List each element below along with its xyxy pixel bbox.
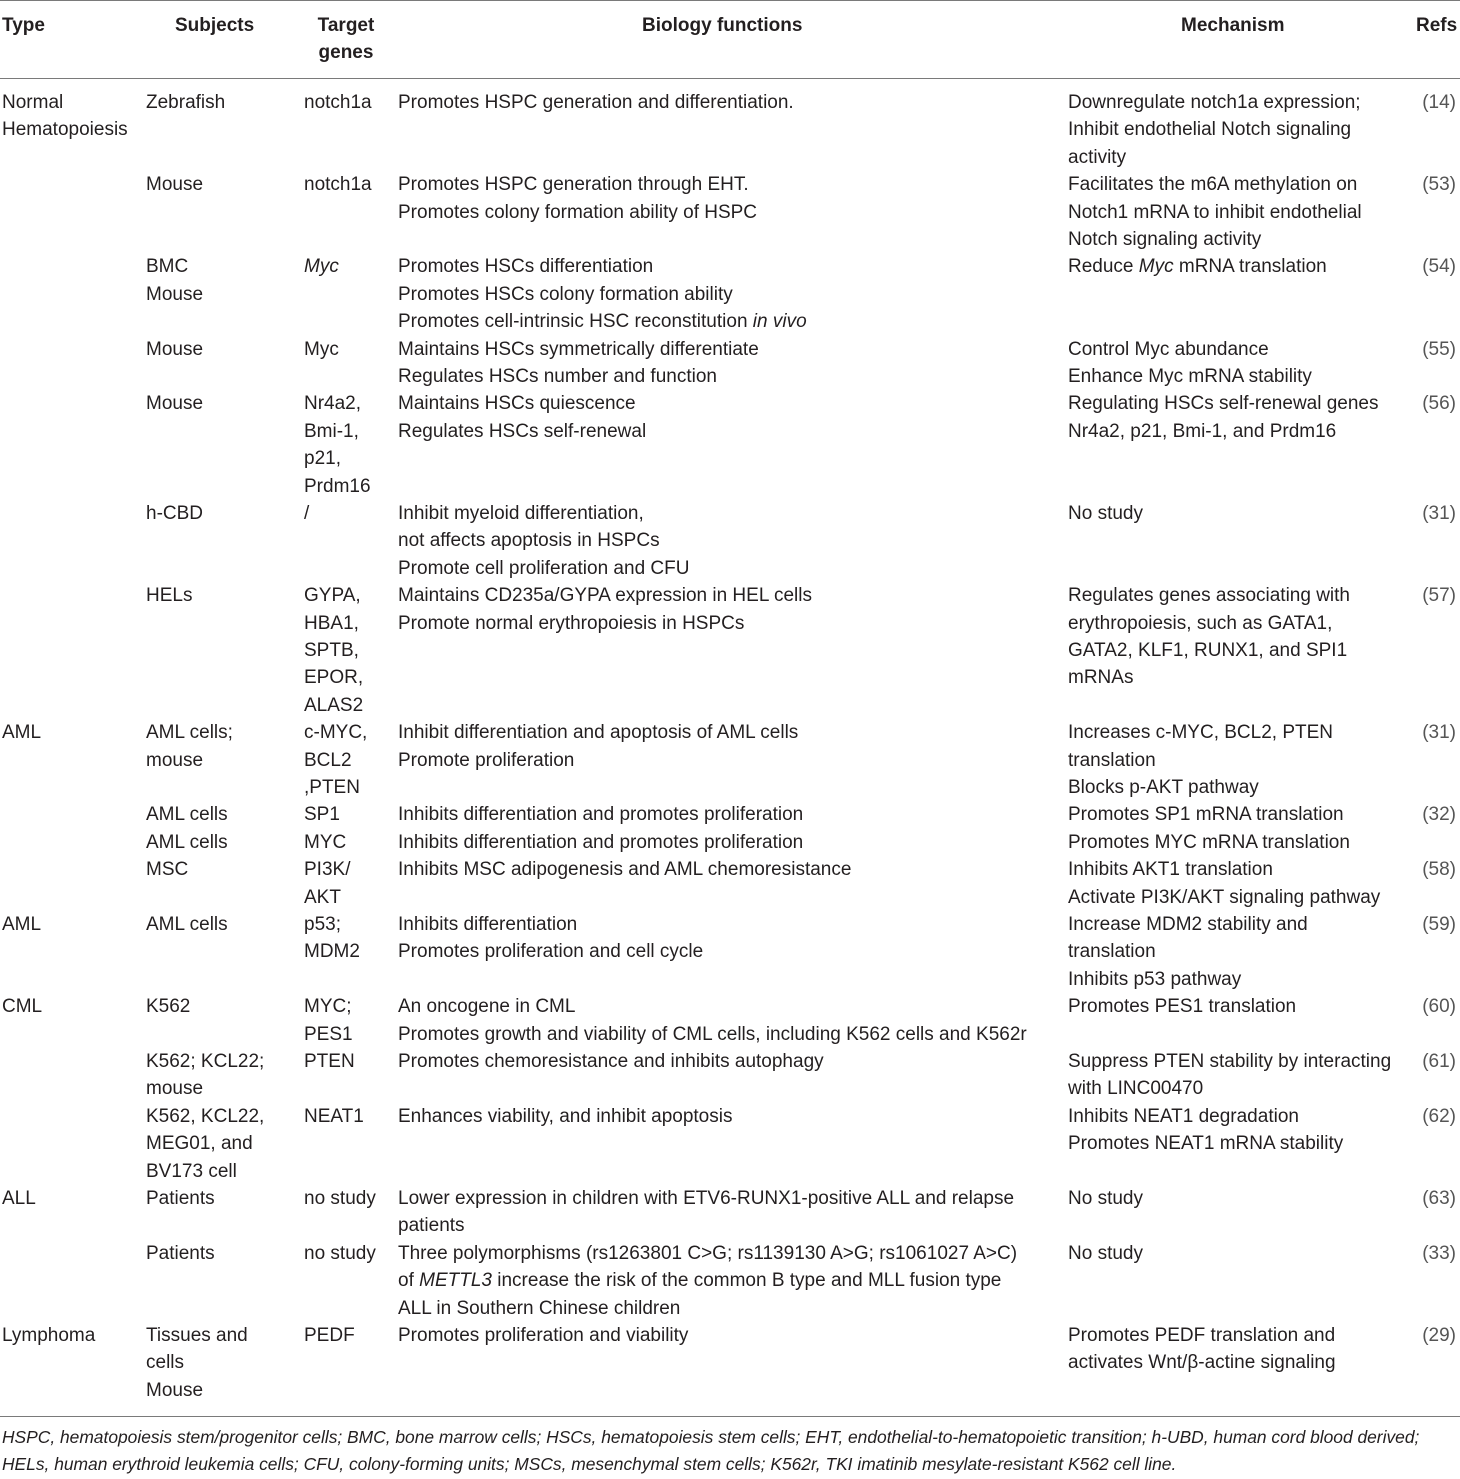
- biology-functions-cell-line: Promotes proliferation and viability: [398, 1325, 689, 1346]
- target-genes-cell-line: p53;: [304, 914, 341, 935]
- target-genes-cell-line: PTEN: [304, 1051, 355, 1072]
- mechanism-cell: [1068, 1103, 1343, 1158]
- header-mechanism: Mechanism: [1181, 15, 1285, 36]
- ref-cell: (59): [1422, 914, 1456, 935]
- biology-functions-cell-line: Promote normal erythropoiesis in HSPCs: [398, 612, 745, 634]
- subjects-cell: [146, 336, 203, 363]
- biology-functions-cell-line: Enhances viability, and inhibit apoptosis: [398, 1105, 733, 1127]
- biology-functions-cell-line: Three polymorphisms (rs1263801 C>G; rs1139130 A>G; rs1061027 A>C): [398, 1242, 1018, 1264]
- mechanism-cell-line: Inhibits AKT1 translation: [1068, 859, 1273, 881]
- subjects-cell-line: HELs: [146, 585, 193, 607]
- mechanism-cell-line: Facilitates the m6A methylation on: [1068, 174, 1358, 196]
- subjects-cell-line: Mouse: [146, 1379, 204, 1401]
- target-genes-cell-line: no study: [304, 1242, 376, 1264]
- biology-functions-cell-line: Promotes HSCs colony formation ability: [398, 283, 733, 305]
- mechanism-cell: [1068, 1322, 1336, 1377]
- subjects-cell-line: BV173 cell: [146, 1160, 237, 1182]
- table-footnote: [2, 1424, 1458, 1479]
- ref-cell: (55): [1422, 338, 1456, 360]
- biology-functions-cell-line: Promotes HSPC generation through EHT.: [398, 174, 749, 196]
- mechanism-cell: [1068, 253, 1327, 280]
- mechanism-cell-line: Suppress PTEN stability by interacting: [1068, 1051, 1392, 1072]
- target-genes-cell-line: c-MYC,: [304, 722, 368, 744]
- target-genes-cell-line: ALAS2: [304, 694, 364, 716]
- ref-cell: (14): [1422, 92, 1456, 113]
- mechanism-cell-line: Enhance Myc mRNA stability: [1068, 366, 1312, 387]
- target-genes-cell-line: ,PTEN: [304, 777, 360, 798]
- header-target-line2: genes: [318, 42, 374, 64]
- target-genes-cell: [304, 911, 360, 966]
- mechanism-cell-line: No study: [1068, 503, 1143, 524]
- biology-functions-cell-line: Inhibits differentiation and promotes proliferation: [398, 804, 804, 826]
- biology-functions-cell-line: Promotes HSPC generation and differentiation.: [398, 92, 794, 113]
- subjects-cell-line: AML cells: [146, 804, 228, 826]
- biology-functions-cell: [398, 1185, 1014, 1240]
- header-rule: [0, 78, 1460, 79]
- target-genes-cell: [304, 390, 371, 500]
- mechanism-cell-line: Notch signaling activity: [1068, 229, 1262, 250]
- target-genes-cell: [304, 856, 350, 911]
- mechanism-text: mRNA translation: [1173, 256, 1327, 278]
- mechanism-cell: [1068, 1185, 1143, 1212]
- biology-functions-cell: [398, 336, 759, 391]
- target-genes-cell: [304, 1048, 355, 1075]
- subjects-cell: [146, 911, 228, 938]
- subjects-cell: [146, 993, 190, 1020]
- target-genes-cell-line: notch1a: [304, 92, 372, 113]
- mechanism-cell-line: with LINC00470: [1068, 1078, 1204, 1100]
- mechanism-cell: [1068, 719, 1333, 801]
- type-cell: [2, 993, 42, 1020]
- subjects-cell: [146, 582, 192, 609]
- biology-functions-cell: [398, 829, 803, 856]
- mechanism-cell: [1068, 89, 1361, 171]
- target-genes-cell-line: MYC: [304, 831, 347, 853]
- biology-functions-cell-line: Inhibits differentiation and promotes proliferation: [398, 831, 804, 853]
- biology-functions-cell-line: Maintains HSCs symmetrically differentiate: [398, 338, 759, 360]
- header-refs: Refs: [1416, 15, 1458, 36]
- target-genes-cell: [304, 719, 367, 801]
- type-cell-line: Hematopoiesis: [2, 119, 128, 141]
- mechanism-cell-line: Inhibit endothelial Notch signaling: [1068, 119, 1352, 141]
- biology-functions-cell: [398, 801, 803, 828]
- target-genes-cell-line: no study: [304, 1188, 376, 1209]
- mechanism-cell-line: Downregulate notch1a expression;: [1068, 92, 1361, 113]
- subjects-cell-line: AML cells: [146, 831, 228, 853]
- target-genes-cell: [304, 1185, 376, 1212]
- biology-functions-cell-line: Inhibits differentiation: [398, 914, 578, 935]
- subjects-cell: [146, 390, 203, 417]
- subjects-cell-line: Patients: [146, 1242, 215, 1264]
- type-cell: [2, 911, 41, 938]
- target-genes-cell: [304, 89, 372, 116]
- ref-cell: (57): [1422, 585, 1456, 607]
- subjects-cell-line: BMC: [146, 256, 189, 278]
- table-top-rule: [0, 0, 1460, 1]
- target-genes-cell-line: NEAT1: [304, 1105, 364, 1127]
- biology-functions-cell: [398, 171, 757, 226]
- mechanism-cell-line: Regulating HSCs self-renewal genes: [1068, 393, 1379, 415]
- mechanism-cell: [1068, 500, 1143, 527]
- biology-functions-cell-line: Inhibit myeloid differentiation,: [398, 503, 644, 524]
- target-genes-cell: [304, 500, 309, 527]
- gene-name-italic: METTL3: [419, 1270, 492, 1292]
- type-cell-line: Lymphoma: [2, 1325, 96, 1346]
- type-cell: [2, 1322, 95, 1349]
- mechanism-cell-line: erythropoiesis, such as GATA1,: [1068, 612, 1333, 634]
- subjects-cell-line: AML cells;: [146, 722, 233, 744]
- mechanism-cell-line: No study: [1068, 1188, 1143, 1209]
- biology-functions-cell-line: of METTL3 increase the risk of the common B type and MLL fusion type: [398, 1270, 1002, 1292]
- mechanism-text: Reduce: [1068, 256, 1139, 278]
- ref-cell: (31): [1422, 722, 1456, 744]
- mechanism-cell-line: Nr4a2, p21, Bmi-1, and Prdm16: [1068, 420, 1337, 442]
- ref-cell: (56): [1422, 393, 1456, 415]
- header-subjects: Subjects: [175, 15, 255, 36]
- subjects-cell: [146, 1048, 264, 1103]
- target-genes-cell-line: MDM2: [304, 941, 360, 963]
- mechanism-cell-line: Inhibits p53 pathway: [1068, 968, 1242, 990]
- biology-functions-cell: [398, 1240, 1017, 1322]
- ref-cell: (60): [1422, 996, 1456, 1018]
- biology-functions-cell-line: Promote cell proliferation and CFU: [398, 557, 690, 579]
- subjects-cell: [146, 89, 225, 116]
- subjects-cell-line: Mouse: [146, 338, 204, 360]
- biology-functions-cell-line: Promotes colony formation ability of HSPC: [398, 201, 758, 223]
- target-genes-cell: [304, 801, 340, 828]
- target-genes-cell-line: Prdm16: [304, 475, 371, 497]
- table-bottom-rule: [0, 1416, 1460, 1417]
- target-genes-cell: [304, 336, 339, 363]
- mechanism-cell-line: Increase MDM2 stability and: [1068, 914, 1308, 935]
- subjects-cell-line: Tissues and: [146, 1325, 248, 1346]
- biology-functions-cell-line: patients: [398, 1215, 465, 1237]
- header-target-line1: Target: [317, 15, 375, 36]
- type-cell-line: ALL: [2, 1188, 36, 1209]
- biology-functions-cell: [398, 993, 1027, 1048]
- mechanism-text: Myc: [1138, 256, 1174, 278]
- type-cell-line: AML: [2, 914, 42, 935]
- target-genes-cell: [304, 171, 372, 198]
- subjects-cell: [146, 719, 233, 774]
- ref-cell: (53): [1422, 174, 1456, 196]
- mechanism-cell-line: Activate PI3K/AKT signaling pathway: [1068, 886, 1381, 908]
- header-type: Type: [2, 15, 45, 36]
- ref-cell: (32): [1422, 804, 1456, 826]
- mechanism-cell-line: No study: [1068, 1242, 1143, 1264]
- subjects-cell: [146, 801, 228, 828]
- mechanism-cell: [1068, 336, 1312, 391]
- target-genes-cell-line: PES1: [304, 1023, 353, 1045]
- target-genes-cell: [304, 993, 353, 1048]
- type-cell-line: CML: [2, 996, 43, 1018]
- biology-functions-cell: [398, 500, 689, 582]
- biology-functions-cell: [398, 390, 646, 445]
- biology-functions-cell-line: Promotes growth and viability of CML cells, including K562 cells and K562r: [398, 1023, 1027, 1045]
- biology-functions-cell-line: [398, 308, 807, 335]
- subjects-cell-line: Zebrafish: [146, 92, 226, 113]
- ref-cell: (31): [1422, 503, 1456, 524]
- ref-cell: (62): [1422, 1105, 1456, 1127]
- mechanism-cell-line: Increases c-MYC, BCL2, PTEN: [1068, 722, 1334, 744]
- biology-functions-cell: [398, 253, 807, 335]
- biology-functions-cell-line: Promotes chemoresistance and inhibits autophagy: [398, 1051, 824, 1072]
- footnote-line: HELs, human erythroid leukemia cells; CFU, colony-forming units; MSCs, mesenchymal stem cells; K562r, TKI imatinib mesylate-resistant K562 cell line.: [2, 1454, 1177, 1475]
- type-cell-line: Normal: [2, 92, 64, 113]
- subjects-cell-line: mouse: [146, 749, 204, 771]
- mechanism-cell-line: Regulates genes associating with: [1068, 585, 1351, 607]
- target-genes-cell: [304, 829, 346, 856]
- target-genes-cell-line: /: [304, 503, 310, 524]
- subjects-cell: [146, 171, 203, 198]
- ref-cell: (54): [1422, 256, 1456, 278]
- target-genes-cell-line: PI3K/: [304, 859, 351, 881]
- mechanism-cell: [1068, 911, 1308, 993]
- biology-functions-cell-line: Promote proliferation: [398, 749, 575, 771]
- mechanism-cell: [1068, 993, 1296, 1020]
- ref-cell: (61): [1422, 1051, 1456, 1072]
- biology-functions-cell-line: An oncogene in CML: [398, 996, 576, 1018]
- subjects-cell-line: cells: [146, 1352, 185, 1374]
- biology-functions-cell: [398, 911, 703, 966]
- biology-functions-cell: [398, 1048, 824, 1075]
- biology-text: Promotes cell-intrinsic HSC reconstitution: [398, 311, 753, 333]
- target-genes-cell-line: SP1: [304, 804, 340, 826]
- mechanism-cell: [1068, 1048, 1391, 1103]
- header-biology: Biology functions: [642, 15, 803, 36]
- biology-functions-cell-line: Regulates HSCs self-renewal: [398, 420, 647, 442]
- subjects-cell-line: Mouse: [146, 174, 204, 196]
- subjects-cell: [146, 500, 203, 527]
- mechanism-cell-line: Promotes SP1 mRNA translation: [1068, 804, 1344, 826]
- target-genes-cell-line: EPOR,: [304, 667, 364, 689]
- target-genes-cell-line: Myc: [304, 256, 339, 278]
- target-genes-cell-line: Myc: [304, 338, 339, 360]
- subjects-cell-line: Patients: [146, 1188, 215, 1209]
- subjects-cell: [146, 856, 188, 883]
- mechanism-cell-line: Control Myc abundance: [1068, 338, 1269, 360]
- biology-functions-cell-line: Lower expression in children with ETV6-RUNX1-positive ALL and relapse: [398, 1188, 1015, 1209]
- biology-functions-cell-line: ALL in Southern Chinese children: [398, 1297, 681, 1319]
- target-genes-cell: [304, 1322, 355, 1349]
- type-cell-line: AML: [2, 722, 42, 744]
- mechanism-cell-line: Promotes NEAT1 mRNA stability: [1068, 1133, 1344, 1155]
- target-genes-cell-line: PEDF: [304, 1325, 355, 1346]
- target-genes-cell-line: MYC;: [304, 996, 352, 1018]
- target-genes-cell-line: BCL2: [304, 749, 352, 771]
- biology-functions-cell: [398, 1322, 688, 1349]
- biology-functions-cell-line: Regulates HSCs number and function: [398, 366, 717, 387]
- mechanism-cell: [1068, 829, 1350, 856]
- target-genes-cell-line: HBA1,: [304, 612, 359, 634]
- subjects-cell-line: Mouse: [146, 393, 204, 415]
- mechanism-cell-line: Promotes PES1 translation: [1068, 996, 1297, 1018]
- mechanism-cell-line: activity: [1068, 146, 1127, 168]
- target-genes-cell-line: p21,: [304, 448, 341, 470]
- biology-functions-cell: [398, 89, 794, 116]
- ref-cell: (63): [1422, 1188, 1456, 1209]
- mechanism-cell-line: Promotes MYC mRNA translation: [1068, 831, 1350, 853]
- subjects-cell-line: K562: [146, 996, 191, 1018]
- target-genes-cell-line: GYPA,: [304, 585, 361, 607]
- biology-functions-cell-line: Maintains HSCs quiescence: [398, 393, 636, 415]
- biology-functions-cell: [398, 719, 798, 774]
- mechanism-cell-line: GATA2, KLF1, RUNX1, and SPI1: [1068, 640, 1348, 661]
- subjects-cell-line: Mouse: [146, 283, 204, 305]
- subjects-cell-line: AML cells: [146, 914, 228, 935]
- subjects-cell-line: h-CBD: [146, 503, 204, 524]
- target-genes-cell: [304, 1240, 376, 1267]
- mechanism-cell-line: activates Wnt/β-actine signaling: [1068, 1352, 1336, 1374]
- biology-functions-cell-line: Promotes HSCs differentiation: [398, 256, 654, 278]
- biology-functions-cell-line: Promotes proliferation and cell cycle: [398, 941, 704, 963]
- mechanism-cell-line: Blocks p-AKT pathway: [1068, 777, 1259, 798]
- mechanism-cell: [1068, 582, 1350, 692]
- mechanism-cell: [1068, 390, 1379, 445]
- mechanism-cell: [1068, 856, 1380, 911]
- target-genes-cell-line: Nr4a2,: [304, 393, 362, 415]
- subjects-cell: [146, 253, 203, 308]
- subjects-cell-line: MEG01, and: [146, 1133, 253, 1155]
- mechanism-cell: [1068, 171, 1362, 253]
- target-genes-cell-line: AKT: [304, 886, 341, 908]
- subjects-cell: [146, 1322, 248, 1404]
- type-cell: [2, 719, 41, 746]
- mechanism-cell: [1068, 1240, 1143, 1267]
- biology-functions-cell: [398, 582, 812, 637]
- mechanism-cell: [1068, 801, 1344, 828]
- target-genes-cell: [304, 582, 363, 719]
- subjects-cell: [146, 1185, 215, 1212]
- footnote-line: HSPC, hematopoiesis stem/progenitor cells; BMC, bone marrow cells; HSCs, hematopoiesis stem cells; EHT, endothelial-to-hematopoietic transition; h-UBD, human cord blood derived;: [2, 1427, 1420, 1447]
- biology-functions-cell: [398, 856, 851, 883]
- biology-functions-cell-line: Inhibits MSC adipogenesis and AML chemoresistance: [398, 859, 852, 881]
- target-genes-cell: [304, 253, 339, 280]
- biology-functions-cell-line: not affects apoptosis in HSPCs: [398, 530, 660, 552]
- ref-cell: (29): [1422, 1325, 1456, 1346]
- mechanism-cell-line: mRNAs: [1068, 667, 1134, 689]
- biology-italic-term: in vivo: [752, 311, 807, 333]
- mechanism-cell-line: Promotes PEDF translation and: [1068, 1325, 1336, 1346]
- mechanism-cell-line: Inhibits NEAT1 degradation: [1068, 1105, 1299, 1127]
- header-target: [314, 12, 378, 67]
- biology-functions-cell-line: Inhibit differentiation and apoptosis of AML cells: [398, 722, 799, 744]
- subjects-cell: [146, 1103, 264, 1185]
- subjects-cell-line: K562; KCL22;: [146, 1051, 265, 1072]
- target-genes-cell-line: SPTB,: [304, 640, 359, 661]
- target-genes-cell-line: notch1a: [304, 174, 372, 196]
- subjects-cell-line: mouse: [146, 1078, 204, 1100]
- type-cell: [2, 1185, 36, 1212]
- subjects-cell-line: MSC: [146, 859, 189, 881]
- type-cell: [2, 89, 128, 144]
- mechanism-cell-line: Notch1 mRNA to inhibit endothelial: [1068, 201, 1362, 223]
- biology-functions-cell: [398, 1103, 732, 1130]
- target-genes-cell: [304, 1103, 364, 1130]
- subjects-cell-line: K562, KCL22,: [146, 1105, 265, 1127]
- mechanism-cell-line: translation: [1068, 749, 1156, 771]
- target-genes-cell-line: Bmi-1,: [304, 420, 359, 442]
- ref-cell: (33): [1422, 1242, 1456, 1264]
- mechanism-cell-line: translation: [1068, 941, 1156, 963]
- ref-cell: (58): [1422, 859, 1456, 881]
- subjects-cell: [146, 1240, 215, 1267]
- subjects-cell: [146, 829, 228, 856]
- biology-functions-cell-line: Maintains CD235a/GYPA expression in HEL cells: [398, 585, 812, 607]
